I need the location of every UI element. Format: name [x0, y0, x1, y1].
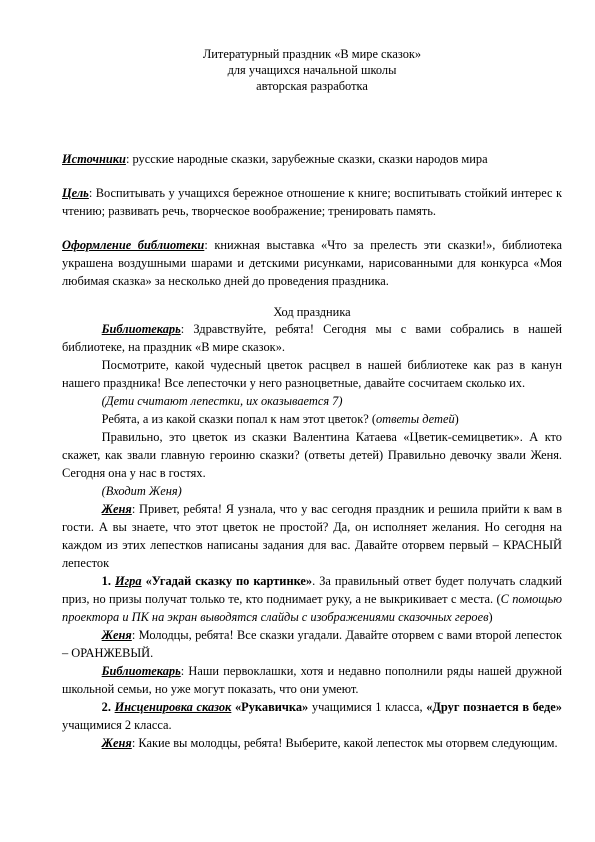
speech-text: Посмотрите, какой чудесный цветок расцвел в нашей библиотеке как раз в канун нашего праздника! Все лепесточки у него разноцветные, давайте сосчитаем сколько их.: [62, 358, 562, 390]
decor-label: Оформление библиотеки: [62, 238, 205, 252]
title-line-1: Литературный праздник «В мире сказок»: [202, 47, 422, 61]
paren-close: ): [454, 412, 459, 426]
speech-text: : Привет, ребята! Я узнала, что у вас сегодня праздник и решила прийти к вам в гости. А вы знаете, что этот цветок не простой? Да, он исполняет желания. Но сегодня на каждом из этих лепестков написаны задания для вас. Давайте оторвем первый – КРАСНЫЙ лепесток: [62, 502, 562, 570]
librarian-speech-2: [62, 662, 562, 698]
task-label: Инсценировка сказок: [114, 700, 232, 714]
speech-text: Правильно, это цветок из сказки Валентина Катаева «Цветик-семицветик». А кто скажет, как звали главную героиню сказки? (ответы детей) Правильно девочку звали Женя. Сегодня она у нас в гостях.: [62, 430, 562, 480]
task-1-paragraph: [62, 572, 562, 626]
task-label: Игра: [114, 574, 142, 588]
stage-direction-enter: (Входит Женя): [101, 484, 182, 498]
flower-paragraph: [62, 356, 562, 392]
librarian-greeting: [62, 320, 562, 356]
task-2-paragraph: [62, 698, 562, 734]
zhenya-speech-3: [62, 734, 562, 752]
stage-direction: (Дети считают лепестки, их оказывается 7): [101, 394, 343, 408]
stage-direction-inline: С помощью проектора и ПК на экран выводятся слайды с изображениями сказочных героев: [62, 592, 562, 624]
task-text: учащимися 2 класса.: [62, 718, 172, 732]
speech-text: : Здравствуйте, ребята! Сегодня мы с вами собрались в нашей библиотеке, на праздник «В мире сказок».: [62, 322, 562, 354]
speech-text: Ребята, а из какой сказки попал к нам этот цветок? (: [101, 412, 376, 426]
speech-text: : Наши первоклашки, хотя и недавно пополнили ряды нашей дружной школьной семьи, но уже могут показать, что они умеют.: [62, 664, 562, 696]
script-body: [62, 320, 562, 752]
task-title: «Рукавичка»: [231, 700, 309, 714]
question-paragraph: [62, 410, 562, 428]
paren-close: ): [488, 610, 493, 624]
speaker-label: Библиотекарь: [101, 322, 181, 336]
task-title: «Угадай сказку по картинке»: [141, 574, 313, 588]
task-title: «Друг познается в беде»: [426, 700, 562, 714]
decor-text: : книжная выставка «Что за прелесть эти сказки!», библиотека украшена воздушными шарами и детскими рисунками, нарисованными для конкурса «Моя любимая сказка» за несколько дней до проведения праздника.: [62, 238, 562, 288]
decor-paragraph: [62, 236, 562, 290]
speech-text: : Молодцы, ребята! Все сказки угадали. Давайте оторвем с вами второй лепесток – ОРАНЖЕВЫЙ.: [62, 628, 562, 660]
goal-text: : Воспитывать у учащихся бережное отношение к книге; воспитывать стойкий интерес к чтению; развивать речь, творческое воображение; тренировать память.: [62, 186, 562, 218]
task-number: 1.: [101, 574, 111, 588]
goal-label: Цель: [62, 186, 89, 200]
speaker-label: Женя: [101, 736, 132, 750]
zhenya-speech-1: [62, 500, 562, 572]
goal-paragraph: [62, 184, 562, 220]
stage-direction-inline: ответы детей: [375, 412, 455, 426]
task-number: 2.: [101, 700, 111, 714]
speaker-label: Женя: [101, 502, 132, 516]
zhenya-speech-2: [62, 626, 562, 662]
section-heading: Ход праздника: [273, 305, 351, 319]
document-title: [62, 46, 562, 94]
sources-label: Источники: [62, 152, 126, 166]
answer-paragraph: [62, 428, 562, 482]
speaker-label: Библиотекарь: [101, 664, 181, 678]
title-line-3: авторская разработка: [256, 79, 368, 93]
sources-paragraph: [62, 150, 562, 168]
speaker-label: Женя: [101, 628, 132, 642]
sources-text: : русские народные сказки, зарубежные сказки, сказки народов мира: [125, 152, 488, 166]
speech-text: : Какие вы молодцы, ребята! Выберите, какой лепесток мы оторвем следующим.: [131, 736, 558, 750]
task-text: учащимися 1 класса,: [308, 700, 427, 714]
task-text: . За правильный ответ будет получать сладкий приз, но призы получат только те, кто поднимает руку, а не выкрикивает с места. (: [62, 574, 562, 606]
title-line-2: для учащихся начальной школы: [227, 63, 397, 77]
